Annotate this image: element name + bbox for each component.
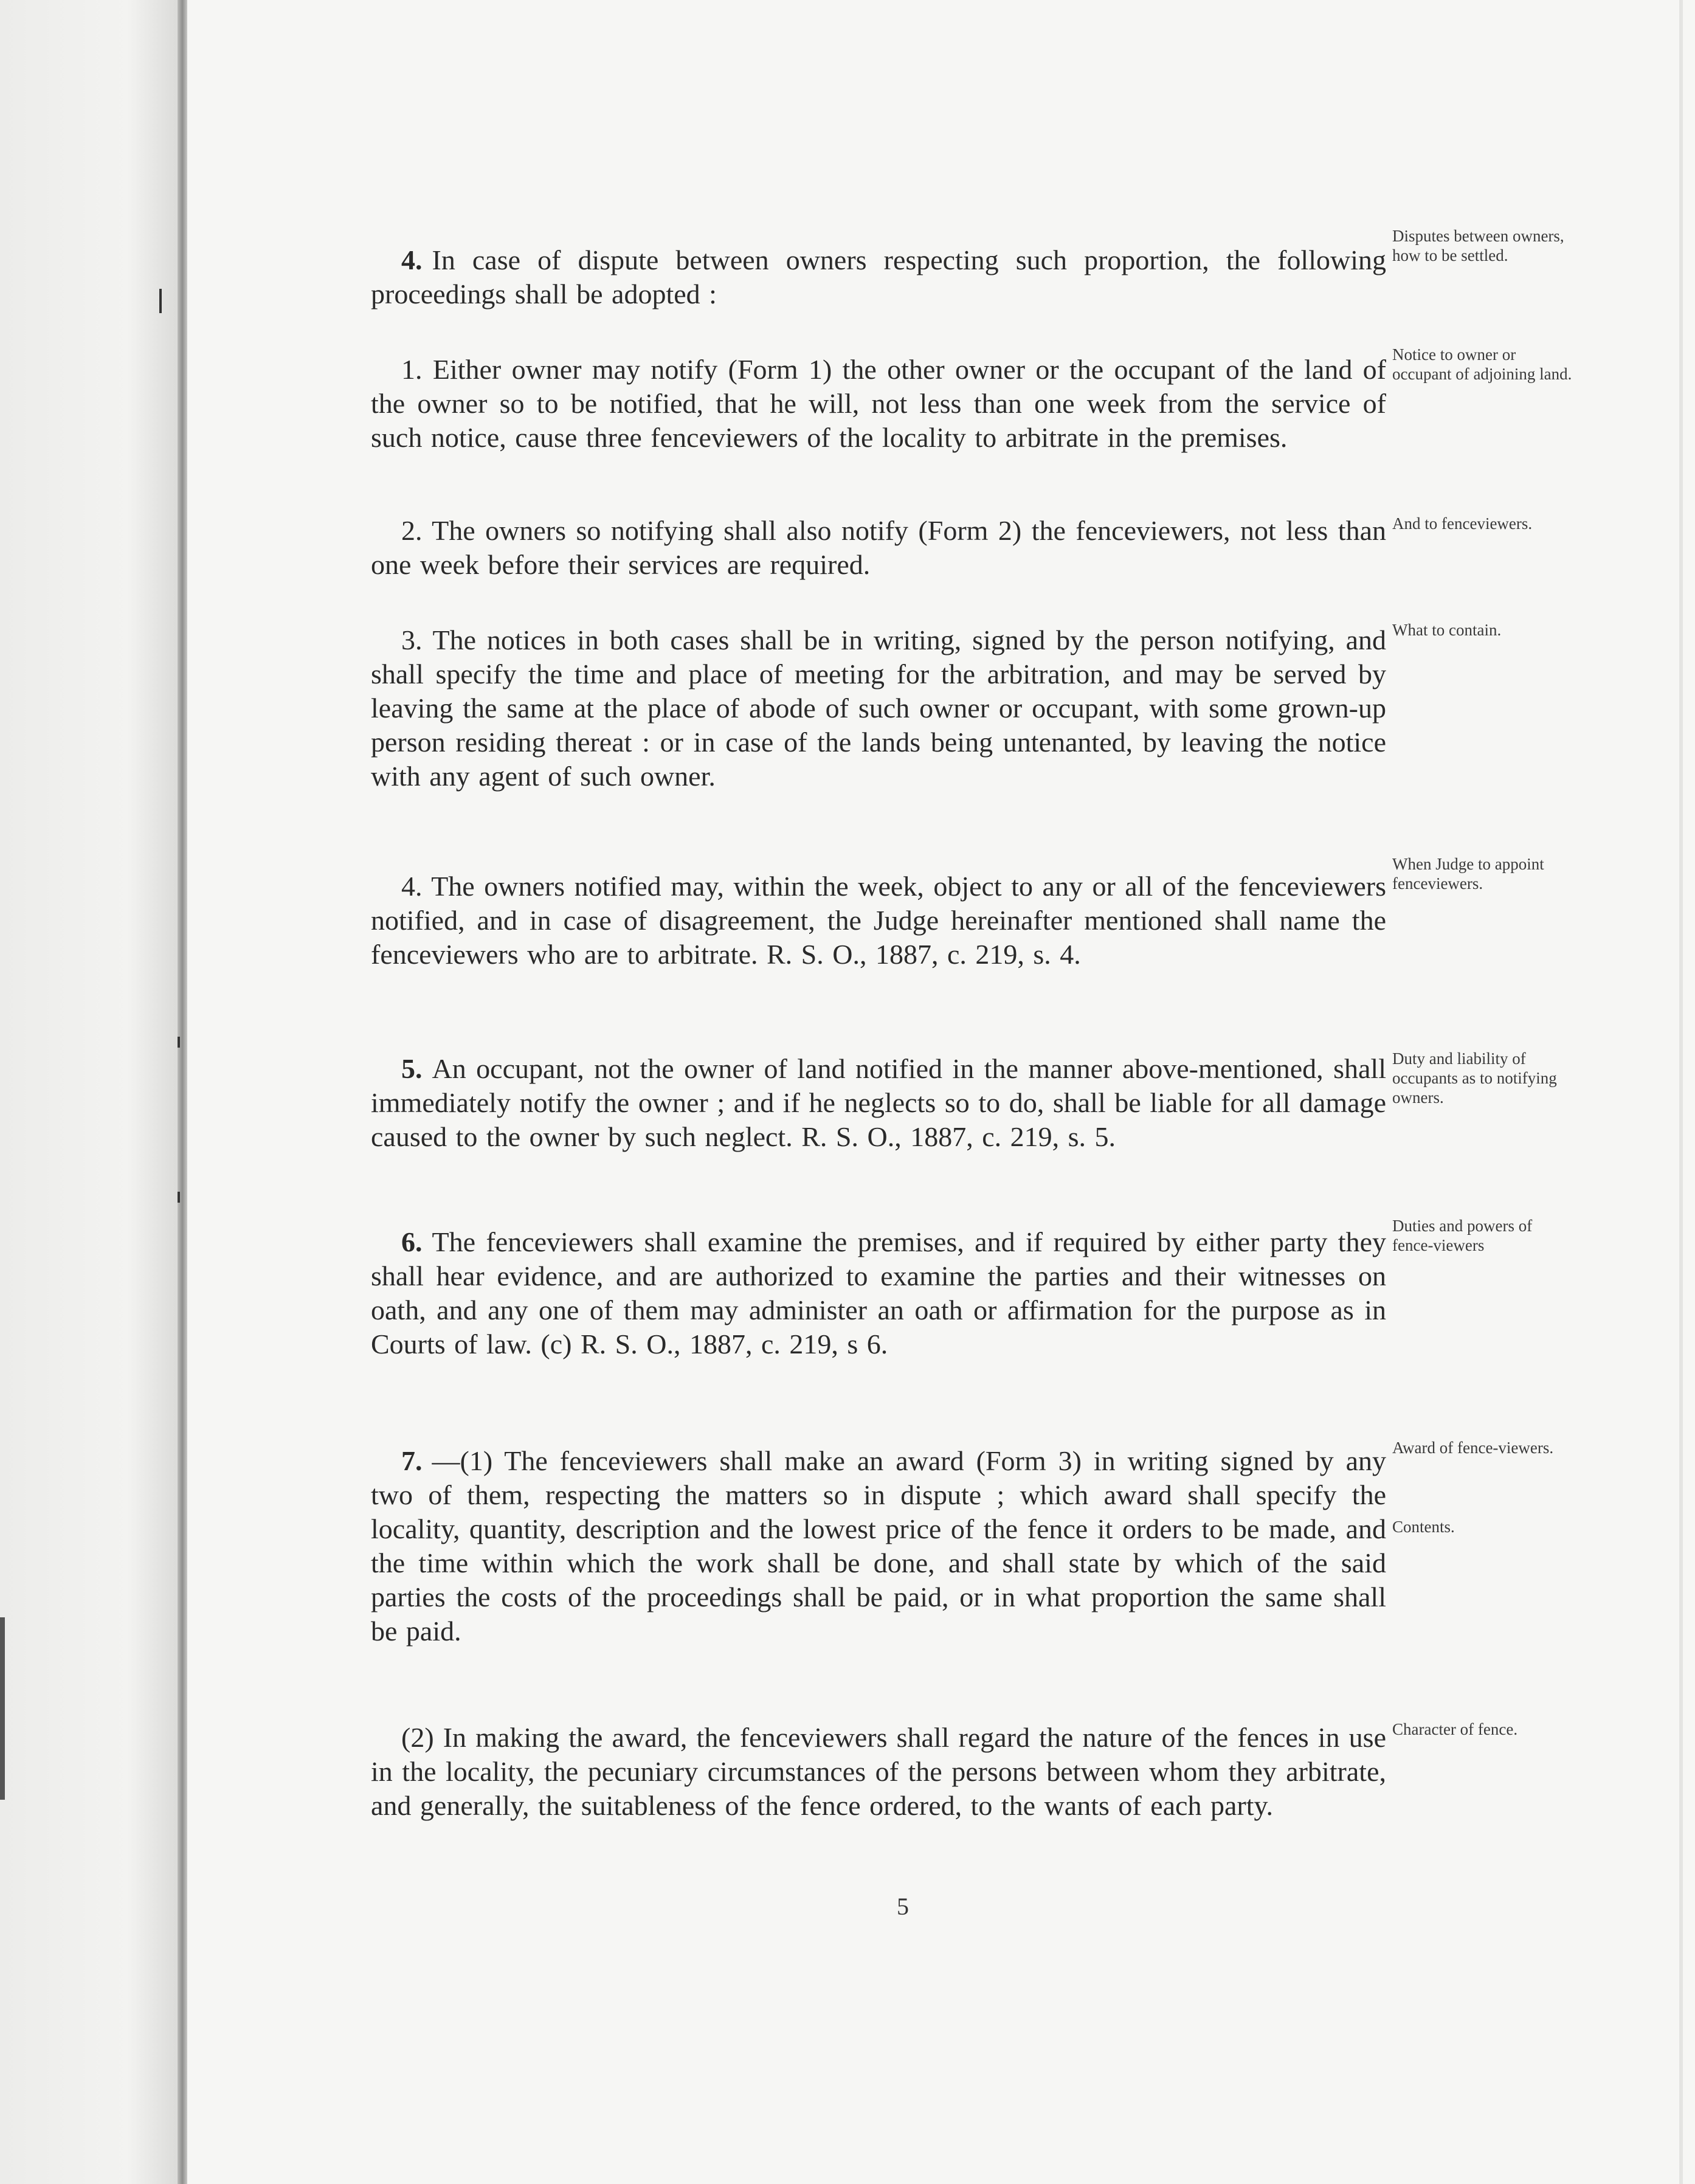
section-number: 6. <box>401 1226 423 1257</box>
subsection-1 <box>371 353 1386 455</box>
section-text: 1. Either owner may notify (Form 1) the other owner or the occupant of the land of the owner so to be notified, that he will, not less than one week from the service of such notice, cause three fenceviewers of the locality to arbitrate in the premises. <box>371 354 1386 453</box>
page-number: 5 <box>897 1893 909 1920</box>
section-number: 5. <box>401 1053 423 1084</box>
subsection-7-2 <box>371 1721 1386 1823</box>
margin-note: And to fenceviewers. <box>1392 514 1533 533</box>
section-number: 4. <box>401 244 423 275</box>
margin-note: Contents. <box>1392 1518 1455 1536</box>
section-4 <box>371 243 1386 311</box>
section-6 <box>371 1225 1386 1361</box>
section-text: In case of dispute between owners respecting such proportion, the following proceedings shall be adopted : <box>371 244 1386 309</box>
margin-note: Award of fence-viewers. <box>1392 1439 1554 1457</box>
margin-note: Duty and liability of occupants as to notifying owners. <box>1392 1049 1557 1107</box>
section-7 <box>371 1444 1386 1648</box>
section-text: —(1) The fenceviewers shall make an award (Form 3) in writing signed by any two of them, respecting the matters so in dispute ; which award shall specify the locality, quantity, description and the lowest price of the fence it orders to be made, and the time within which the work shall be done, and shall state by which of the said parties the costs of the proceedings shall be paid, or in what proportion the same shall be paid. <box>371 1445 1386 1647</box>
section-number: 7. <box>401 1445 423 1476</box>
scan-mark <box>178 1192 180 1203</box>
section-5 <box>371 1052 1386 1154</box>
margin-note: Notice to owner or occupant of adjoining land. <box>1392 345 1572 383</box>
subsection-3 <box>371 623 1386 793</box>
section-text: An occupant, not the owner of land notified in the manner above-mentioned, shall immediately notify the owner ; and if he neglects so to do, shall be liable for all damage caused to the owner by such neglect. R. S. O., 1887, c. 219, s. 5. <box>371 1053 1386 1152</box>
section-text: 3. The notices in both cases shall be in writing, signed by the person notifying, and shall specify the time and place of meeting for the arbitration, and may be served by leaving the same at the place of abode of such owner or occupant, with some grown-up person residing thereat : or in case of the lands being untenanted, by leaving the notice with any agent of such owner. <box>371 624 1386 792</box>
section-text: 2. The owners so notifying shall also notify (Form 2) the fenceviewers, not less than one week before their services are required. <box>371 515 1386 580</box>
margin-note: Duties and powers of fence-viewers <box>1392 1217 1533 1254</box>
subsection-2 <box>371 514 1386 582</box>
subsection-4 <box>371 869 1386 972</box>
margin-note: Disputes between owners, how to be settled. <box>1392 227 1564 264</box>
margin-note: When Judge to appoint fenceviewers. <box>1392 855 1544 893</box>
section-text: (2) In making the award, the fenceviewers shall regard the nature of the fences in use in the locality, the pecuniary circumstances of the persons between whom they arbitrate, and generally, the suitableness of the fence ordered, to the wants of each party. <box>371 1722 1386 1821</box>
margin-note: What to contain. <box>1392 621 1502 639</box>
section-text: 4. The owners notified may, within the week, object to any or all of the fenceviewers notified, and in case of disagreement, the Judge hereinafter mentioned shall name the fenceviewers who are to arbitrate. R. S. O., 1887, c. 219, s. 4. <box>371 871 1386 970</box>
book-gutter <box>178 0 187 2184</box>
facing-page <box>0 0 182 2184</box>
scan-mark <box>178 1037 180 1048</box>
page-edge <box>1679 0 1683 2184</box>
scan-mark <box>0 1617 5 1800</box>
scan-mark <box>159 289 162 313</box>
section-text: The fenceviewers shall examine the premises, and if required by either party they shall hear evidence, and are authorized to examine the parties and their witnesses on oath, and any one of them may administer an oath or affirmation for the purpose as in Courts of law. (c) R. S. O., 1887, c. 219, s 6. <box>371 1226 1386 1360</box>
margin-note: Character of fence. <box>1392 1720 1518 1738</box>
